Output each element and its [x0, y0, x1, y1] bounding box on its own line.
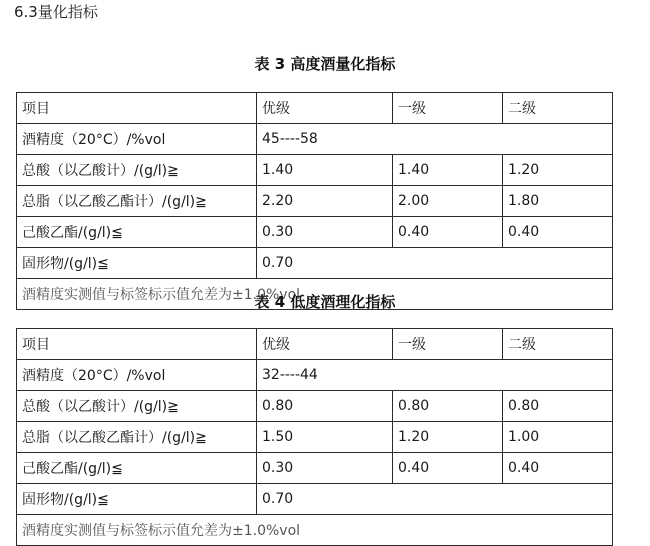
table-4-container [16, 328, 612, 539]
column-header: 优级 [257, 93, 393, 124]
value-cell: 0.30 [257, 453, 393, 484]
value-cell: 0.40 [393, 453, 503, 484]
column-header: 一级 [393, 93, 503, 124]
column-header: 优级 [257, 329, 393, 360]
table-header-row [17, 93, 613, 124]
section-heading: 6.3量化指标 [14, 3, 98, 21]
value-cell: 0.80 [393, 391, 503, 422]
table-row [17, 124, 613, 155]
value-cell: 2.00 [393, 186, 503, 217]
merged-value-cell: 32----44 [257, 360, 613, 391]
item-cell: 固形物/(g/l)≦ [17, 484, 257, 515]
item-cell: 己酸乙酯/(g/l)≦ [17, 453, 257, 484]
value-cell: 0.40 [393, 217, 503, 248]
column-header: 二级 [503, 93, 613, 124]
merged-value-cell: 45----58 [257, 124, 613, 155]
clipped-note-row [17, 515, 613, 546]
value-cell: 0.80 [257, 391, 393, 422]
table-row [17, 186, 613, 217]
item-cell: 总酸（以乙酸计）/(g/l)≧ [17, 391, 257, 422]
value-cell: 0.40 [503, 453, 613, 484]
clipped-note-cell: 酒精度实测值与标签标示值允差为±1.0%vol [17, 515, 613, 546]
table-row [17, 453, 613, 484]
table-3 [16, 92, 613, 310]
table-row [17, 248, 613, 279]
value-cell: 0.80 [503, 391, 613, 422]
value-cell: 0.40 [503, 217, 613, 248]
value-cell: 0.30 [257, 217, 393, 248]
table-row [17, 484, 613, 515]
table-3-caption: 表 3 高度酒量化指标 [254, 55, 396, 73]
column-header: 项目 [17, 329, 257, 360]
table-row [17, 391, 613, 422]
value-cell: 1.40 [257, 155, 393, 186]
value-cell: 1.80 [503, 186, 613, 217]
value-cell: 1.00 [503, 422, 613, 453]
column-header: 一级 [393, 329, 503, 360]
clipped-note-cell: 酒精度实测值与标签标示值允差为±1.0%vol [17, 279, 613, 310]
table-row [17, 360, 613, 391]
item-cell: 己酸乙酯/(g/l)≦ [17, 217, 257, 248]
table-4-caption: 表 4 低度酒理化指标 [254, 293, 396, 311]
value-cell: 1.50 [257, 422, 393, 453]
column-header: 项目 [17, 93, 257, 124]
value-cell: 1.40 [393, 155, 503, 186]
item-cell: 总酸（以乙酸计）/(g/l)≧ [17, 155, 257, 186]
value-cell: 2.20 [257, 186, 393, 217]
table-row [17, 422, 613, 453]
value-cell: 1.20 [503, 155, 613, 186]
item-cell: 总脂（以乙酸乙酯计）/(g/l)≧ [17, 186, 257, 217]
item-cell: 酒精度（20°C）/%vol [17, 360, 257, 391]
item-cell: 总脂（以乙酸乙酯计）/(g/l)≧ [17, 422, 257, 453]
table-4 [16, 328, 613, 546]
merged-value-cell: 0.70 [257, 484, 613, 515]
item-cell: 酒精度（20°C）/%vol [17, 124, 257, 155]
table-row [17, 155, 613, 186]
table-row [17, 217, 613, 248]
value-cell: 1.20 [393, 422, 503, 453]
table-header-row [17, 329, 613, 360]
merged-value-cell: 0.70 [257, 248, 613, 279]
column-header: 二级 [503, 329, 613, 360]
item-cell: 固形物/(g/l)≦ [17, 248, 257, 279]
